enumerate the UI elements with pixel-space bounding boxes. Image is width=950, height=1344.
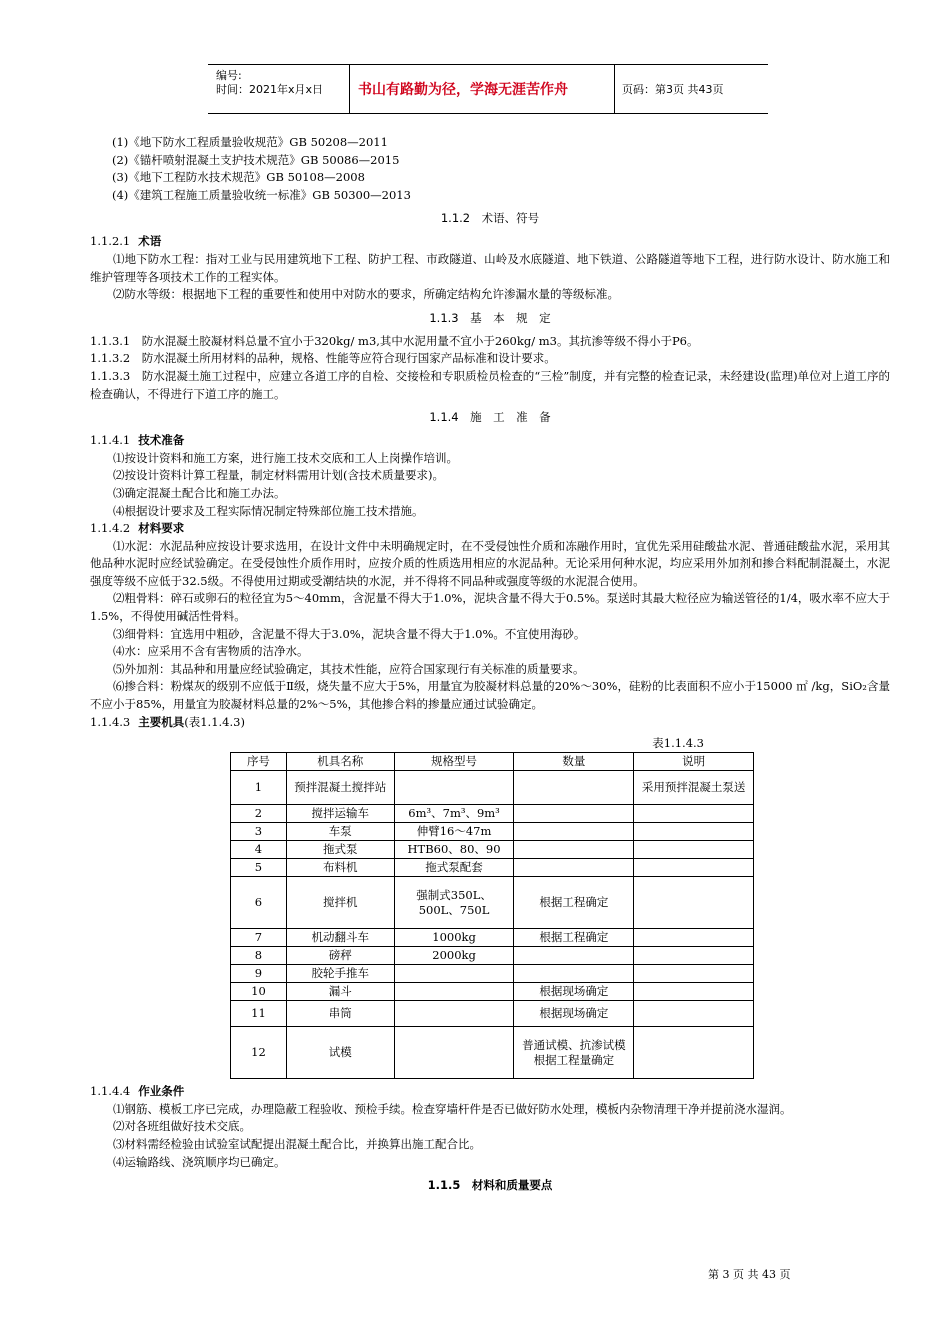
table-cell: 4 xyxy=(231,841,287,859)
paragraph: ⑵粗骨料：碎石或卵石的粒径宜为5～40mm，含泥量不得大于1.0%，泥块含量不得大于0.5%。泵送时其最大粒径应为输送管径的1/4，吸水率不应大于1.5%，不得使用碱活性骨料。 xyxy=(90,591,890,624)
table-cell: 漏斗 xyxy=(286,983,394,1001)
header-code: 编号: xyxy=(216,69,242,82)
table-row xyxy=(231,947,754,965)
table-cell xyxy=(394,983,514,1001)
paragraph: ⑷运输路线、浇筑顺序均已确定。 xyxy=(113,1154,286,1169)
header-time: 时间：2021年x月x日 xyxy=(216,83,324,96)
section-heading-1-1-2: 1.1.2 术语、符号 xyxy=(440,211,540,226)
table-cell xyxy=(634,805,754,823)
table-cell xyxy=(514,771,634,805)
header-divider xyxy=(614,65,615,113)
table-cell: 9 xyxy=(231,965,287,983)
table-cell xyxy=(514,859,634,877)
subsection-heading-1-1-4-4 xyxy=(90,1083,890,1101)
table-cell: 3 xyxy=(231,823,287,841)
table-cell: 胶轮手推车 xyxy=(286,965,394,983)
paragraph: ⑶确定混凝土配合比和施工办法。 xyxy=(113,485,286,500)
table-cell xyxy=(394,771,514,805)
subsection-heading-1-1-4-2 xyxy=(90,520,890,538)
table-row xyxy=(231,1027,754,1079)
section-heading-1-1-5: 1.1.5 材料和质量要点 xyxy=(427,1178,553,1193)
table-cell: 8 xyxy=(231,947,287,965)
table-cell xyxy=(634,947,754,965)
table-row xyxy=(231,1001,754,1027)
table-cell: 2 xyxy=(231,805,287,823)
table-cell xyxy=(394,1001,514,1027)
header-divider xyxy=(349,65,350,113)
table-cell: 普通试模、抗渗试模根据工程量确定 xyxy=(514,1027,634,1079)
table-cell: 根据工程确定 xyxy=(514,877,634,929)
subsection-suffix: (表1.1.4.3) xyxy=(184,714,245,729)
table-cell: 强制式350L、500L、750L xyxy=(394,877,514,929)
table-cell xyxy=(634,1027,754,1079)
table-cell: 伸臂16～47m xyxy=(394,823,514,841)
paragraph: ⑷根据设计要求及工程实际情况制定特殊部位施工技术措施。 xyxy=(113,503,424,518)
paragraph: ⑶材料需经检验由试验室试配提出混凝土配合比，并换算出施工配合比。 xyxy=(113,1137,481,1151)
table-cell xyxy=(634,983,754,1001)
table-cell: 12 xyxy=(231,1027,287,1079)
table-cell: 拖式泵 xyxy=(286,841,394,859)
table-cell xyxy=(514,805,634,823)
table-row xyxy=(231,823,754,841)
table-cell: 根据现场确定 xyxy=(514,983,634,1001)
table-cell: 根据工程确定 xyxy=(514,929,634,947)
subsection-heading-1-1-2-1 xyxy=(90,233,890,251)
subsection-number: 1.1.4.2 xyxy=(90,521,131,536)
subsection-number: 1.1.4.1 xyxy=(90,433,131,448)
table-header-cell: 机具名称 xyxy=(286,753,394,771)
subsection-title: 材料要求 xyxy=(138,521,185,536)
table-cell: 布料机 xyxy=(286,859,394,877)
paragraph: ⑴水泥：水泥品种应按设计要求选用，在设计文件中未明确规定时，在不受侵蚀性介质和冻融作用时，宜优先采用硅酸盐水泥、普通硅酸盐水泥，采用其他品种水泥时应经试验确定。在受侵蚀性介质作用时，应按介质的性质选用相应的水泥品种。无论采用何种水泥，均应采用外加剂和掺合料配制混凝土，水泥强度等级不应低于32.5级。不得使用过期或受潮结块的水泥，并不得将不同品种或强度等级的水泥混合使用。 xyxy=(90,538,890,588)
table-cell xyxy=(634,929,754,947)
table-row xyxy=(231,859,754,877)
table-cell: HTB60、80、90 xyxy=(394,841,514,859)
table-cell xyxy=(634,1001,754,1027)
table-row xyxy=(231,805,754,823)
subsection-title: 主要机具 xyxy=(138,714,185,729)
table-cell xyxy=(634,823,754,841)
table-row xyxy=(231,841,754,859)
table-row xyxy=(231,771,754,805)
paragraph: ⑶细骨料：宜选用中粗砂，含泥量不得大于3.0%，泥块含量不得大于1.0%。不宜使用海砂。 xyxy=(113,626,586,641)
paragraph: 1.1.3.2 防水混凝土所用材料的品种，规格、性能等应符合现行国家产品标准和设计要求。 xyxy=(90,351,556,366)
table-cell: 采用预拌混凝土泵送 xyxy=(634,771,754,805)
table-cell xyxy=(514,965,634,983)
subsection-heading-1-1-4-3 xyxy=(90,714,890,732)
table-cell: 11 xyxy=(231,1001,287,1027)
equipment-table xyxy=(230,752,754,1079)
table-cell: 预拌混凝土搅拌站 xyxy=(286,771,394,805)
table-cell: 1 xyxy=(231,771,287,805)
paragraph: 1.1.3.3 防水混凝土施工过程中，应建立各道工序的自检、交接检和专职质检员检查的“三检”制度，并有完整的检查记录，未经建设(监理)单位对上道工序的检查确认，不得进行下道工序的施工。 xyxy=(90,368,890,401)
paragraph: ⑵对各班组做好技术交底。 xyxy=(113,1119,251,1134)
header-meta xyxy=(216,69,323,97)
table-cell: 试模 xyxy=(286,1027,394,1079)
reference-item: (1)《地下防水工程质量验收规范》GB 50208—2011 xyxy=(112,135,388,149)
document-body xyxy=(90,134,890,1200)
reference-item: (2)《锚杆喷射混凝土支护技术规范》GB 50086—2015 xyxy=(112,152,400,167)
table-cell xyxy=(394,965,514,983)
table-cell: 搅拌机 xyxy=(286,877,394,929)
paragraph: ⑴钢筋、模板工序已完成，办理隐蔽工程验收、预检手续。检查穿墙杆件是否已做好防水处理，模板内杂物清理干净并提前浇水湿润。 xyxy=(113,1101,792,1116)
subsection-title: 技术准备 xyxy=(138,433,185,448)
table-cell: 2000kg xyxy=(394,947,514,965)
table-cell: 1000kg xyxy=(394,929,514,947)
table-header-cell: 数量 xyxy=(514,753,634,771)
table-row xyxy=(231,877,754,929)
subsection-title: 术语 xyxy=(138,234,162,249)
table-cell: 6m³、7m³、9m³ xyxy=(394,805,514,823)
subsection-number: 1.1.4.4 xyxy=(90,1084,131,1099)
reference-item: (3)《地下工程防水技术规范》GB 50108—2008 xyxy=(112,170,365,185)
table-row xyxy=(231,983,754,1001)
table-cell: 7 xyxy=(231,929,287,947)
table-cell: 搅拌运输车 xyxy=(286,805,394,823)
table-cell xyxy=(634,877,754,929)
table-header-cell: 序号 xyxy=(231,753,287,771)
subsection-number: 1.1.2.1 xyxy=(90,234,131,249)
subsection-number: 1.1.4.3 xyxy=(90,714,131,729)
reference-item: (4)《建筑工程施工质量验收统一标准》GB 50300—2013 xyxy=(112,187,411,202)
header-motto: 书山有路勤为径，学海无涯苦作舟 xyxy=(358,82,568,98)
page-footer: 第 3 页 共 43 页 xyxy=(708,1268,791,1281)
table-cell xyxy=(394,1027,514,1079)
table-cell xyxy=(514,947,634,965)
table-cell xyxy=(514,823,634,841)
paragraph: ⑸外加剂：其品种和用量应经试验确定，其技术性能，应符合国家现行有关标准的质量要求。 xyxy=(113,661,585,676)
table-cell: 磅秤 xyxy=(286,947,394,965)
table-cell: 10 xyxy=(231,983,287,1001)
subsection-heading-1-1-4-1 xyxy=(90,432,890,450)
table-header-row xyxy=(231,753,754,771)
table-header-cell: 说明 xyxy=(634,753,754,771)
paragraph: ⑹掺合料：粉煤灰的级别不应低于Ⅱ级，烧失量不应大于5%，用量宜为胶凝材料总量的20%～30%，硅粉的比表面积不应小于15000 ㎡ /kg，SiO₂含量不应小于85%，用量宜为胶凝材料总量的2%～5%，其他掺合料的掺量应通过试验确定。 xyxy=(90,679,890,712)
table-body xyxy=(231,771,754,1079)
table-cell: 机动翻斗车 xyxy=(286,929,394,947)
table-cell: 拖式泵配套 xyxy=(394,859,514,877)
section-heading-1-1-4: 1.1.4 施 工 准 备 xyxy=(429,410,551,425)
table-caption: 表1.1.4.3 xyxy=(652,736,704,751)
table-header-cell: 规格型号 xyxy=(394,753,514,771)
table-cell xyxy=(634,859,754,877)
header-page-number: 页码：第3页 共43页 xyxy=(622,83,724,96)
table-cell xyxy=(634,841,754,859)
table-cell: 5 xyxy=(231,859,287,877)
paragraph: 1.1.3.1 防水混凝土胶凝材料总量不宜小于320kg/ m3,其中水泥用量不宜小于260kg/ m3。其抗渗等级不得小于P6。 xyxy=(90,333,699,348)
table-cell: 串筒 xyxy=(286,1001,394,1027)
subsection-title: 作业条件 xyxy=(138,1084,185,1099)
paragraph: ⑷水：应采用不含有害物质的洁净水。 xyxy=(113,644,309,659)
paragraph: ⑵防水等级：根据地下工程的重要性和使用中对防水的要求，所确定结构允许渗漏水量的等级标准。 xyxy=(113,287,619,302)
table-row xyxy=(231,929,754,947)
table-cell xyxy=(514,841,634,859)
table-cell: 6 xyxy=(231,877,287,929)
paragraph: ⑴按设计资料和施工方案，进行施工技术交底和工人上岗操作培训。 xyxy=(113,450,458,465)
table-cell xyxy=(634,965,754,983)
page-header xyxy=(208,64,768,114)
table-cell: 车泵 xyxy=(286,823,394,841)
table-cell: 根据现场确定 xyxy=(514,1001,634,1027)
table-row xyxy=(231,965,754,983)
paragraph: ⑵按设计资料计算工程量，制定材料需用计划(含技术质量要求)。 xyxy=(113,468,444,483)
section-heading-1-1-3: 1.1.3 基 本 规 定 xyxy=(429,310,551,325)
paragraph: ⑴地下防水工程：指对工业与民用建筑地下工程、防护工程、市政隧道、山岭及水底隧道、地下铁道、公路隧道等地下工程，进行防水设计、防水施工和维护管理等各项技术工作的工程实体。 xyxy=(90,251,890,284)
